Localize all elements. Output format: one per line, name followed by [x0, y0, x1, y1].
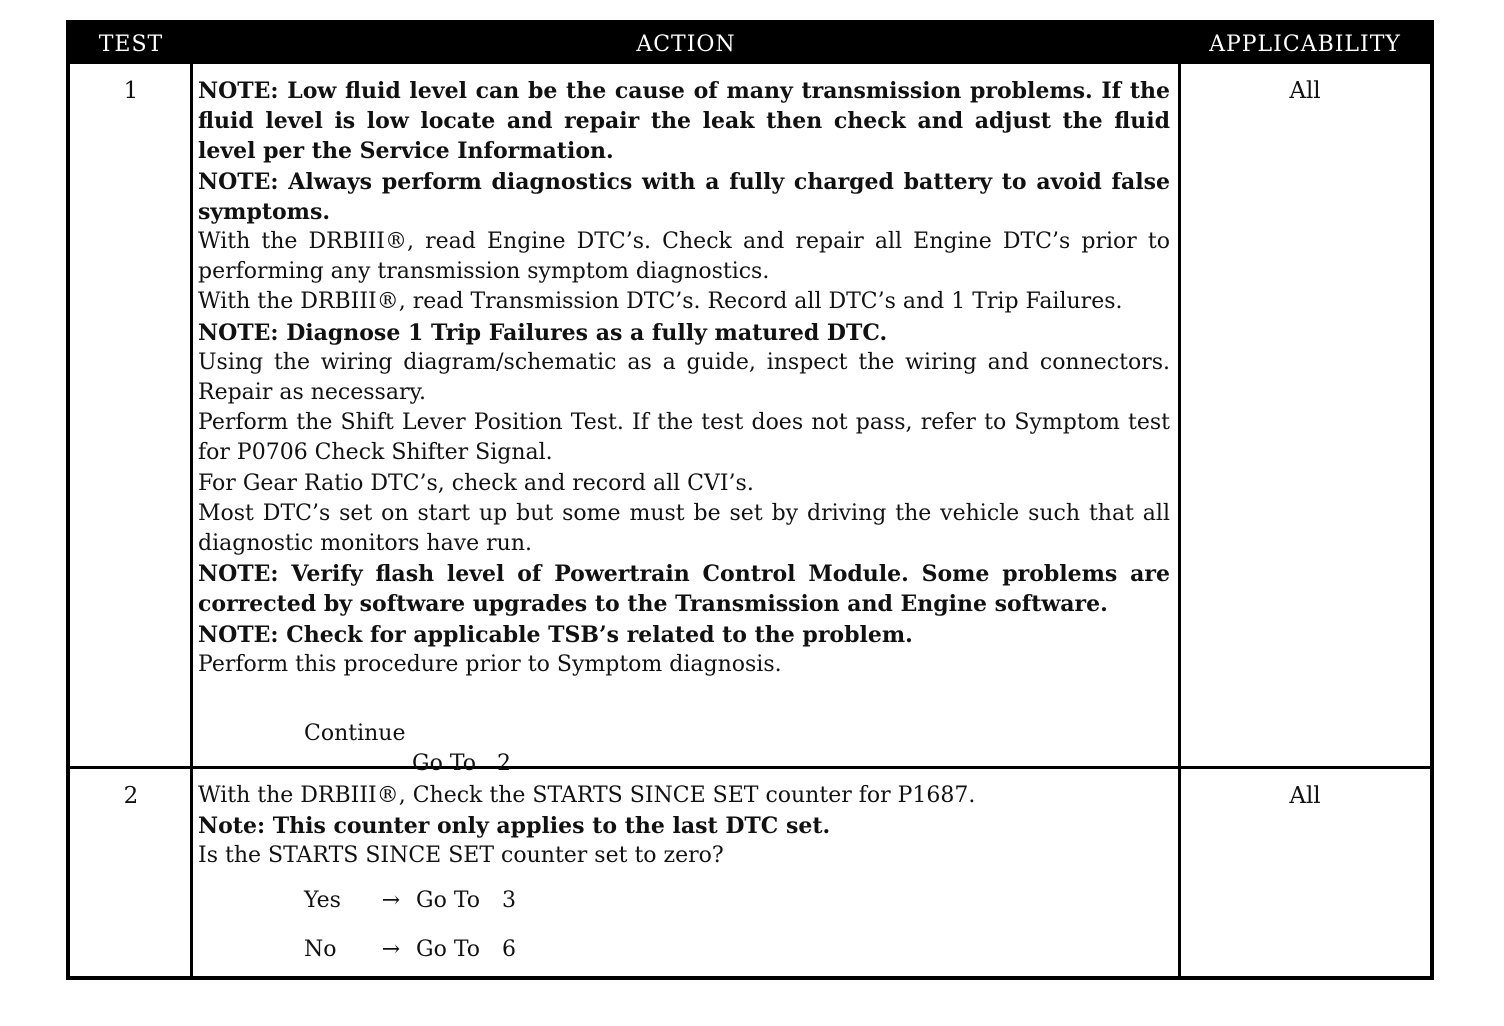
note-text: NOTE: Verify flash level of Powertrain Control Module. Some problems are corrected by software upgrades to the Transmission and Engine software. — [198, 561, 1170, 618]
choice-list — [304, 886, 516, 984]
note-text: NOTE: Check for applicable TSB’s related to the problem. — [198, 621, 913, 648]
table-header — [70, 24, 1430, 64]
applicability: All — [1289, 78, 1321, 104]
question-text: Is the STARTS SINCE SET counter set to zero? — [198, 843, 724, 869]
instruction-text: Most DTC’s set on start up but some must be set by driving the vehicle such that all diagnostic monitors have run. — [198, 500, 1170, 557]
header-test: TEST — [98, 32, 164, 57]
note-text: NOTE: Diagnose 1 Trip Failures as a fully matured DTC. — [198, 319, 888, 346]
choice-yes[interactable] — [304, 886, 516, 935]
goto-label: Go To — [412, 751, 477, 776]
arrow-right-icon: → — [381, 937, 401, 962]
header-action: ACTION — [636, 32, 736, 57]
choice-no[interactable] — [304, 935, 516, 984]
goto-label: Go To — [416, 937, 481, 962]
action-text — [198, 76, 1170, 680]
goto-target[interactable]: 3 — [502, 888, 516, 913]
note-text: NOTE: Low fluid level can be the cause of many transmission problems. If the fluid level is low locate and repair the leak then check and adjust the fluid level per the Service Information. — [198, 78, 1170, 165]
goto-target[interactable]: 6 — [502, 937, 516, 962]
diagnostic-table — [66, 20, 1434, 980]
goto-target[interactable]: 2 — [497, 751, 512, 776]
test-number: 2 — [123, 783, 139, 809]
applicability: All — [1289, 783, 1321, 809]
table-row — [70, 769, 1430, 976]
goto-label: Go To — [416, 888, 481, 913]
action-text — [198, 781, 1170, 872]
arrow-right-icon: → — [381, 888, 401, 913]
choice-label: Yes — [304, 888, 341, 913]
test-number: 1 — [123, 78, 139, 104]
note-text: NOTE: Always perform diagnostics with a fully charged battery to avoid false symptoms. — [198, 168, 1170, 225]
choice-label: No — [304, 937, 337, 962]
continue-label: Continue — [304, 721, 406, 746]
instruction-text: Using the wiring diagram/schematic as a guide, inspect the wiring and connectors. Repair as necessary. — [198, 349, 1170, 406]
instruction-text: With the DRBIII®, read Engine DTC’s. Check and repair all Engine DTC’s prior to performing any transmission symptom diagnostics. — [198, 229, 1170, 285]
instruction-text: Perform this procedure prior to Symptom diagnosis. — [198, 651, 782, 677]
table-row — [70, 64, 1430, 776]
instruction-text: Perform the Shift Lever Position Test. If the test does not pass, refer to Symptom test for P0706 Check Shifter Signal. — [198, 410, 1170, 466]
header-applicability: APPLICABILITY — [1209, 32, 1401, 57]
note-text: Note: This counter only applies to the last DTC set. — [198, 813, 831, 840]
instruction-text: With the DRBIII®, read Transmission DTC’s. Record all DTC’s and 1 Trip Failures. — [198, 289, 1123, 315]
instruction-text: With the DRBIII®, Check the STARTS SINCE SET counter for P1687. — [198, 783, 976, 808]
instruction-text: For Gear Ratio DTC’s, check and record all CVI’s. — [198, 470, 754, 496]
